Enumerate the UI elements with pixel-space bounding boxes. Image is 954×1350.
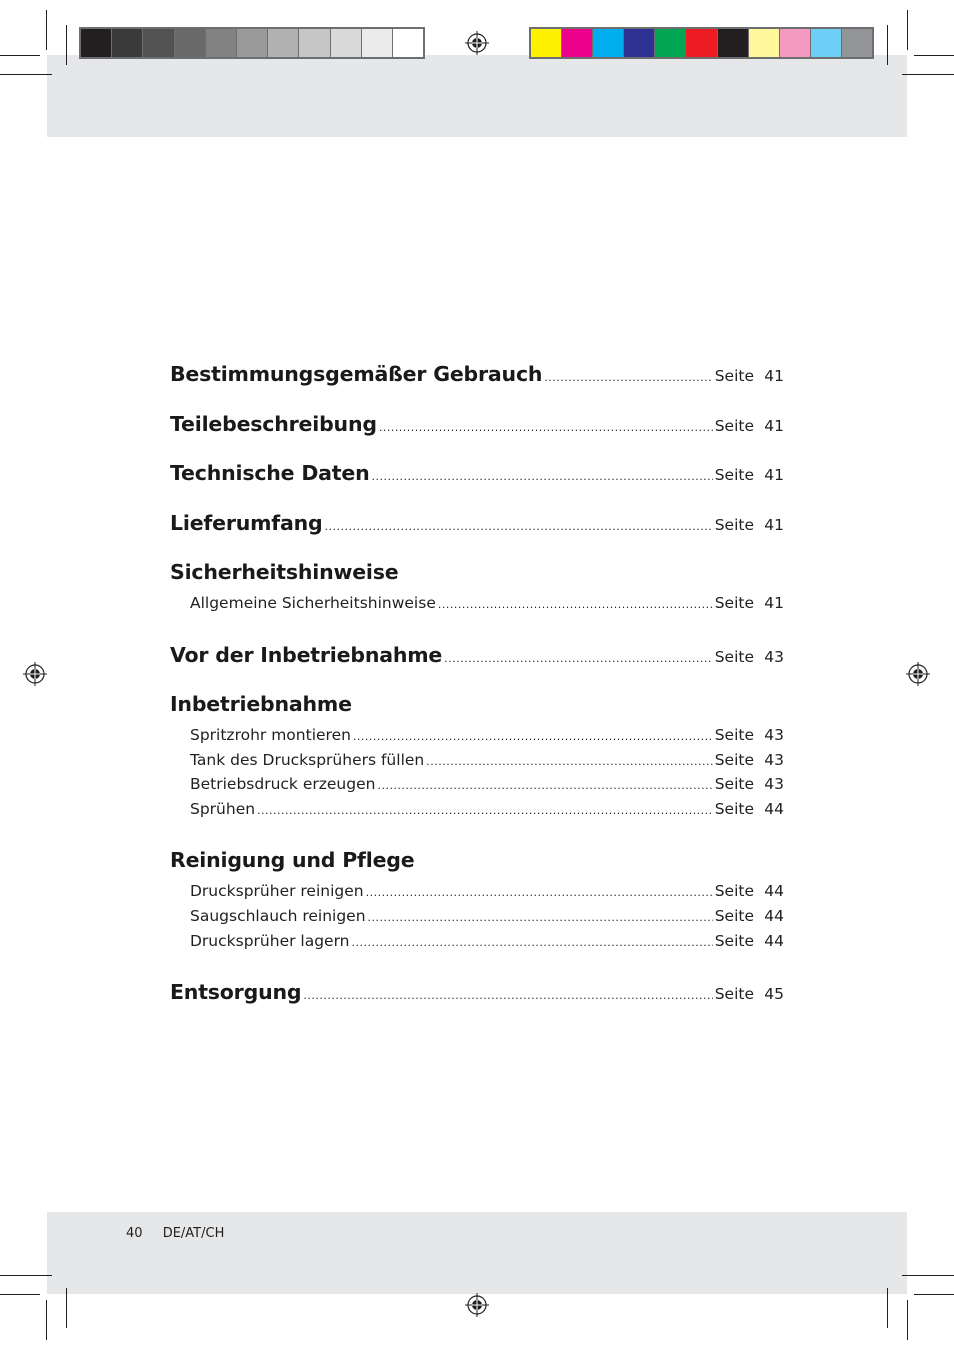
toc-subentry-label: Allgemeine Sicherheitshinweise [190, 594, 436, 612]
leader-dots [353, 730, 713, 743]
color-swatch [81, 29, 112, 57]
color-swatch [112, 29, 143, 57]
footer-page-number: 40 [126, 1226, 143, 1241]
toc-subentry[interactable] [170, 907, 784, 932]
seite-label: Seite [714, 931, 754, 950]
page-number: 41 [764, 416, 784, 435]
crop-mark [887, 1288, 888, 1328]
leader-dots [371, 470, 712, 483]
toc-entry-title: Vor der Inbetriebnahme [170, 642, 443, 667]
toc-entry[interactable] [170, 362, 784, 412]
seite-label: Seite [714, 799, 754, 818]
leader-dots [257, 804, 713, 817]
footer-locale: DE/AT/CH [162, 1226, 225, 1241]
crop-mark [0, 1294, 40, 1295]
crop-mark [914, 55, 954, 56]
toc-section-title: Inbetriebnahme [170, 692, 352, 717]
crop-mark [0, 1275, 52, 1276]
color-swatch [718, 29, 749, 57]
leader-dots [438, 598, 713, 611]
seite-label: Seite [714, 367, 754, 385]
toc-subentry[interactable] [170, 882, 784, 907]
color-swatch [655, 29, 686, 57]
table-of-contents [170, 362, 784, 1030]
toc-entry[interactable] [170, 412, 784, 462]
crop-mark [0, 74, 52, 75]
seite-label: Seite [714, 775, 754, 794]
color-swatch [749, 29, 780, 57]
toc-entry-title: Lieferumfang [170, 510, 323, 535]
toc-section-heading[interactable] [170, 692, 784, 726]
page-number: 43 [764, 647, 784, 666]
toc-subentry-label: Betriebsdruck erzeugen [190, 775, 376, 794]
crop-mark [46, 1300, 47, 1340]
color-swatch [686, 29, 717, 57]
toc-subentry-label: Saugschlauch reinigen [190, 907, 366, 926]
registration-mark-icon [465, 31, 489, 55]
leader-dots [377, 779, 712, 792]
crop-mark [66, 25, 67, 65]
page-number: 41 [764, 466, 784, 484]
leader-dots [366, 886, 713, 899]
page-number: 44 [764, 907, 784, 926]
color-swatch [175, 29, 206, 57]
color-swatch [780, 29, 811, 57]
seite-label: Seite [714, 466, 754, 484]
toc-entry-title: Teilebeschreibung [170, 411, 377, 436]
grayscale-color-bar [79, 27, 425, 59]
color-swatch [842, 29, 872, 57]
toc-entry[interactable] [170, 980, 784, 1030]
color-swatch [531, 29, 562, 57]
toc-section-title: Reinigung und Pflege [170, 848, 415, 873]
color-swatch [393, 29, 423, 57]
toc-entry[interactable] [170, 461, 784, 511]
page-number: 41 [764, 367, 784, 385]
crop-mark [46, 10, 47, 50]
color-swatch [237, 29, 268, 57]
color-swatch [331, 29, 362, 57]
crop-mark [902, 74, 954, 75]
seite-label: Seite [714, 907, 754, 926]
color-swatch [206, 29, 237, 57]
registration-mark-icon [906, 662, 930, 686]
seite-label: Seite [714, 515, 754, 534]
toc-subentry-label: Spritzrohr montieren [190, 726, 351, 745]
toc-subentry[interactable] [170, 726, 784, 751]
crop-mark [887, 25, 888, 65]
seite-label: Seite [714, 985, 754, 1004]
seite-label: Seite [714, 726, 754, 745]
toc-subentry[interactable] [170, 775, 784, 800]
toc-subentry[interactable] [170, 800, 784, 825]
leader-dots [426, 755, 712, 768]
color-swatch [562, 29, 593, 57]
page-number: 41 [764, 594, 784, 612]
page-number: 44 [764, 882, 784, 901]
toc-subentry-label: Drucksprüher lagern [190, 931, 350, 950]
page-number: 41 [764, 515, 784, 534]
color-swatch [362, 29, 393, 57]
page-number: 43 [764, 726, 784, 745]
toc-section-heading[interactable] [170, 848, 784, 882]
leader-dots [379, 421, 713, 434]
leader-dots [544, 371, 712, 384]
seite-label: Seite [714, 416, 754, 435]
color-swatch [593, 29, 624, 57]
registration-mark-icon [23, 662, 47, 686]
seite-label: Seite [714, 882, 754, 901]
toc-subentry[interactable] [170, 594, 784, 619]
page-footer [126, 1226, 224, 1241]
crop-mark [907, 10, 908, 50]
top-gray-band [47, 55, 907, 137]
toc-entry[interactable] [170, 643, 784, 693]
toc-subentry-label: Drucksprüher reinigen [190, 882, 364, 901]
toc-subentry[interactable] [170, 751, 784, 776]
toc-section-title: Sicherheitshinweise [170, 560, 399, 584]
seite-label: Seite [714, 594, 754, 612]
page-number: 43 [764, 775, 784, 794]
leader-dots [352, 936, 713, 949]
page-number: 44 [764, 799, 784, 818]
leader-dots [444, 652, 713, 665]
toc-subentry-label: Sprühen [190, 799, 256, 818]
seite-label: Seite [714, 750, 754, 769]
seite-label: Seite [714, 647, 754, 666]
color-swatch [268, 29, 299, 57]
toc-subentry[interactable] [170, 932, 784, 957]
color-swatch [811, 29, 842, 57]
leader-dots [368, 911, 713, 924]
crop-mark [907, 1300, 908, 1340]
page-number: 43 [764, 750, 784, 769]
toc-entry-title: Bestimmungsgemäßer Gebrauch [170, 362, 543, 386]
color-swatch [624, 29, 655, 57]
crop-mark [902, 1275, 954, 1276]
crop-mark [66, 1288, 67, 1328]
toc-subentry-label: Tank des Drucksprühers füllen [190, 750, 425, 769]
color-swatch [143, 29, 174, 57]
color-swatch [299, 29, 330, 57]
process-color-bar [529, 27, 874, 59]
crop-mark [914, 1294, 954, 1295]
page-number: 45 [764, 985, 784, 1004]
registration-mark-icon [465, 1293, 489, 1317]
toc-section-heading[interactable] [170, 560, 784, 594]
leader-dots [303, 989, 712, 1002]
crop-mark [0, 55, 40, 56]
toc-entry-title: Entsorgung [170, 980, 302, 1005]
toc-entry-title: Technische Daten [170, 461, 370, 485]
toc-entry[interactable] [170, 511, 784, 561]
bottom-gray-band [47, 1212, 907, 1294]
page-number: 44 [764, 931, 784, 950]
leader-dots [325, 520, 713, 533]
